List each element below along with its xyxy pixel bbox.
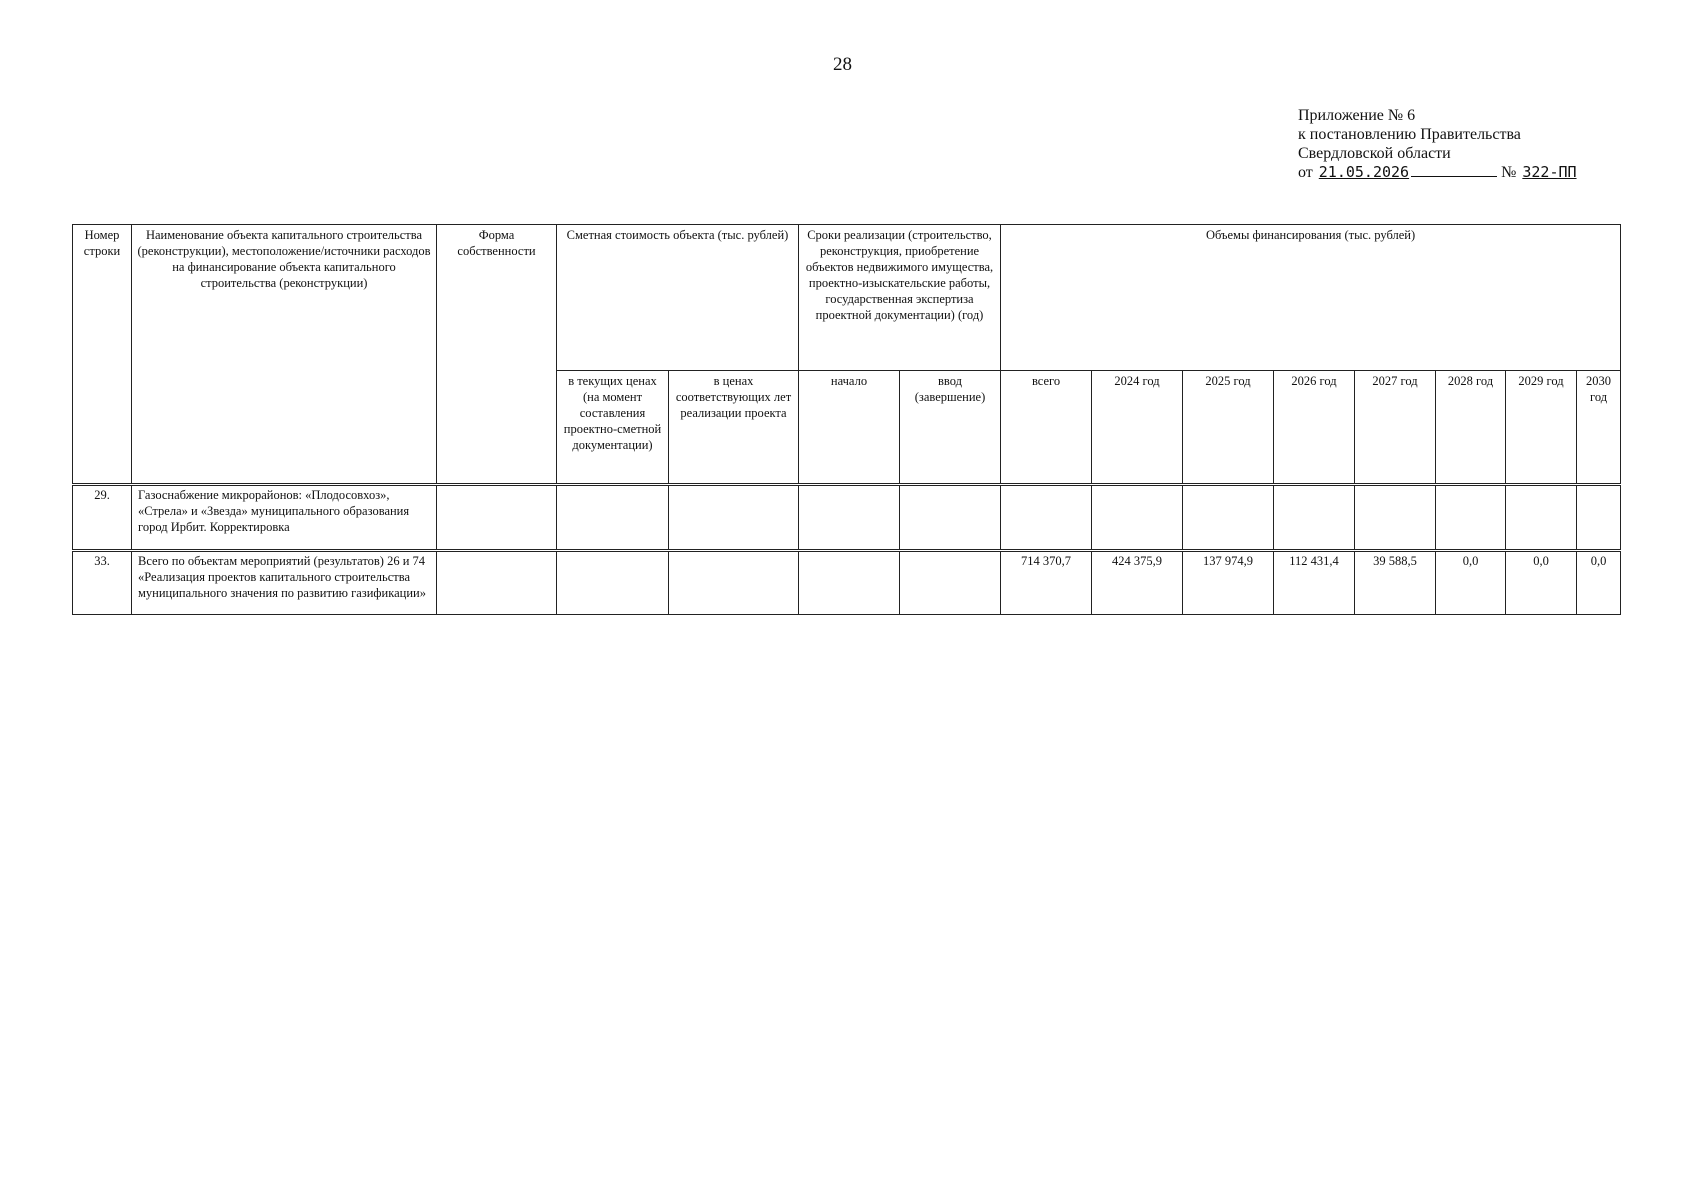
- header-cost-years: в ценах соответствующих лет реализации проекта: [669, 371, 799, 485]
- header-2029: 2029 год: [1506, 371, 1577, 485]
- cell-2027: 39 588,5: [1355, 551, 1436, 615]
- header-start: начало: [799, 371, 900, 485]
- end-cell: [900, 551, 1001, 615]
- cell-2026: [1274, 485, 1355, 551]
- appendix-title: Приложение № 6: [1298, 107, 1416, 124]
- cell-2024: [1092, 485, 1183, 551]
- table-row: [73, 551, 1621, 615]
- cell-2028: [1436, 485, 1506, 551]
- header-period: Сроки реализации (строительство, реконструкция, приобретение объектов недвижимого имущества, проектно-изыскательские работы, государственная экспертиза проектной документации) (год): [799, 225, 1001, 371]
- header-total: всего: [1001, 371, 1092, 485]
- appendix-block: [1298, 106, 1579, 182]
- header-2030: 2030 год: [1577, 371, 1621, 485]
- cost-current-cell: [557, 485, 669, 551]
- cell-2029: 0,0: [1506, 551, 1577, 615]
- header-estimated-cost: Сметная стоимость объекта (тыс. рублей): [557, 225, 799, 371]
- total-cell: [1001, 485, 1092, 551]
- date-prefix: от: [1298, 164, 1313, 181]
- ownership-cell: [437, 551, 557, 615]
- header-2026: 2026 год: [1274, 371, 1355, 485]
- header-object-name: Наименование объекта капитального строительства (реконструкции), местоположение/источники расходов на финансирование объекта капитального строительства (реконструкции): [132, 225, 437, 485]
- table-row: [73, 485, 1621, 551]
- appendix-date-line: [1298, 163, 1579, 182]
- header-row-number: Номер строки: [73, 225, 132, 485]
- cell-2028: 0,0: [1436, 551, 1506, 615]
- object-name: Газоснабжение микрорайонов: «Плодосовхоз», «Стрела» и «Звезда» муниципального образования город Ирбит. Корректировка: [132, 485, 437, 551]
- cell-2025: [1183, 485, 1274, 551]
- header-2028: 2028 год: [1436, 371, 1506, 485]
- start-cell: [799, 485, 900, 551]
- cost-years-cell: [669, 485, 799, 551]
- cell-2024: 424 375,9: [1092, 551, 1183, 615]
- resolution-date: 21.05.2026: [1318, 163, 1410, 181]
- ownership-cell: [437, 485, 557, 551]
- cost-years-cell: [669, 551, 799, 615]
- header-cost-current: в текущих ценах (на момент составления проектно-сметной документации): [557, 371, 669, 485]
- cell-2030: 0,0: [1577, 551, 1621, 615]
- page-number: 28: [833, 54, 852, 75]
- header-row-1: [73, 225, 1621, 371]
- appendix-line-2: к постановлению Правительства: [1298, 126, 1521, 143]
- cell-2026: 112 431,4: [1274, 551, 1355, 615]
- end-cell: [900, 485, 1001, 551]
- cell-2027: [1355, 485, 1436, 551]
- number-prefix: №: [1501, 164, 1517, 181]
- header-financing: Объемы финансирования (тыс. рублей): [1001, 225, 1621, 371]
- date-underline: [1411, 163, 1497, 177]
- header-2027: 2027 год: [1355, 371, 1436, 485]
- header-end: ввод (завершение): [900, 371, 1001, 485]
- header-2024: 2024 год: [1092, 371, 1183, 485]
- cell-2030: [1577, 485, 1621, 551]
- appendix-line-3: Свердловской области: [1298, 145, 1451, 162]
- header-ownership: Форма собственности: [437, 225, 557, 485]
- row-number: 33.: [73, 551, 132, 615]
- cell-2025: 137 974,9: [1183, 551, 1274, 615]
- row-number: 29.: [73, 485, 132, 551]
- cost-current-cell: [557, 551, 669, 615]
- resolution-number: 322-ПП: [1522, 163, 1577, 181]
- header-2025: 2025 год: [1183, 371, 1274, 485]
- cell-2029: [1506, 485, 1577, 551]
- financing-table: [72, 224, 1621, 615]
- object-name: Всего по объектам мероприятий (результатов) 26 и 74 «Реализация проектов капитального строительства муниципального значения по развитию газификации»: [132, 551, 437, 615]
- start-cell: [799, 551, 900, 615]
- total-cell: 714 370,7: [1001, 551, 1092, 615]
